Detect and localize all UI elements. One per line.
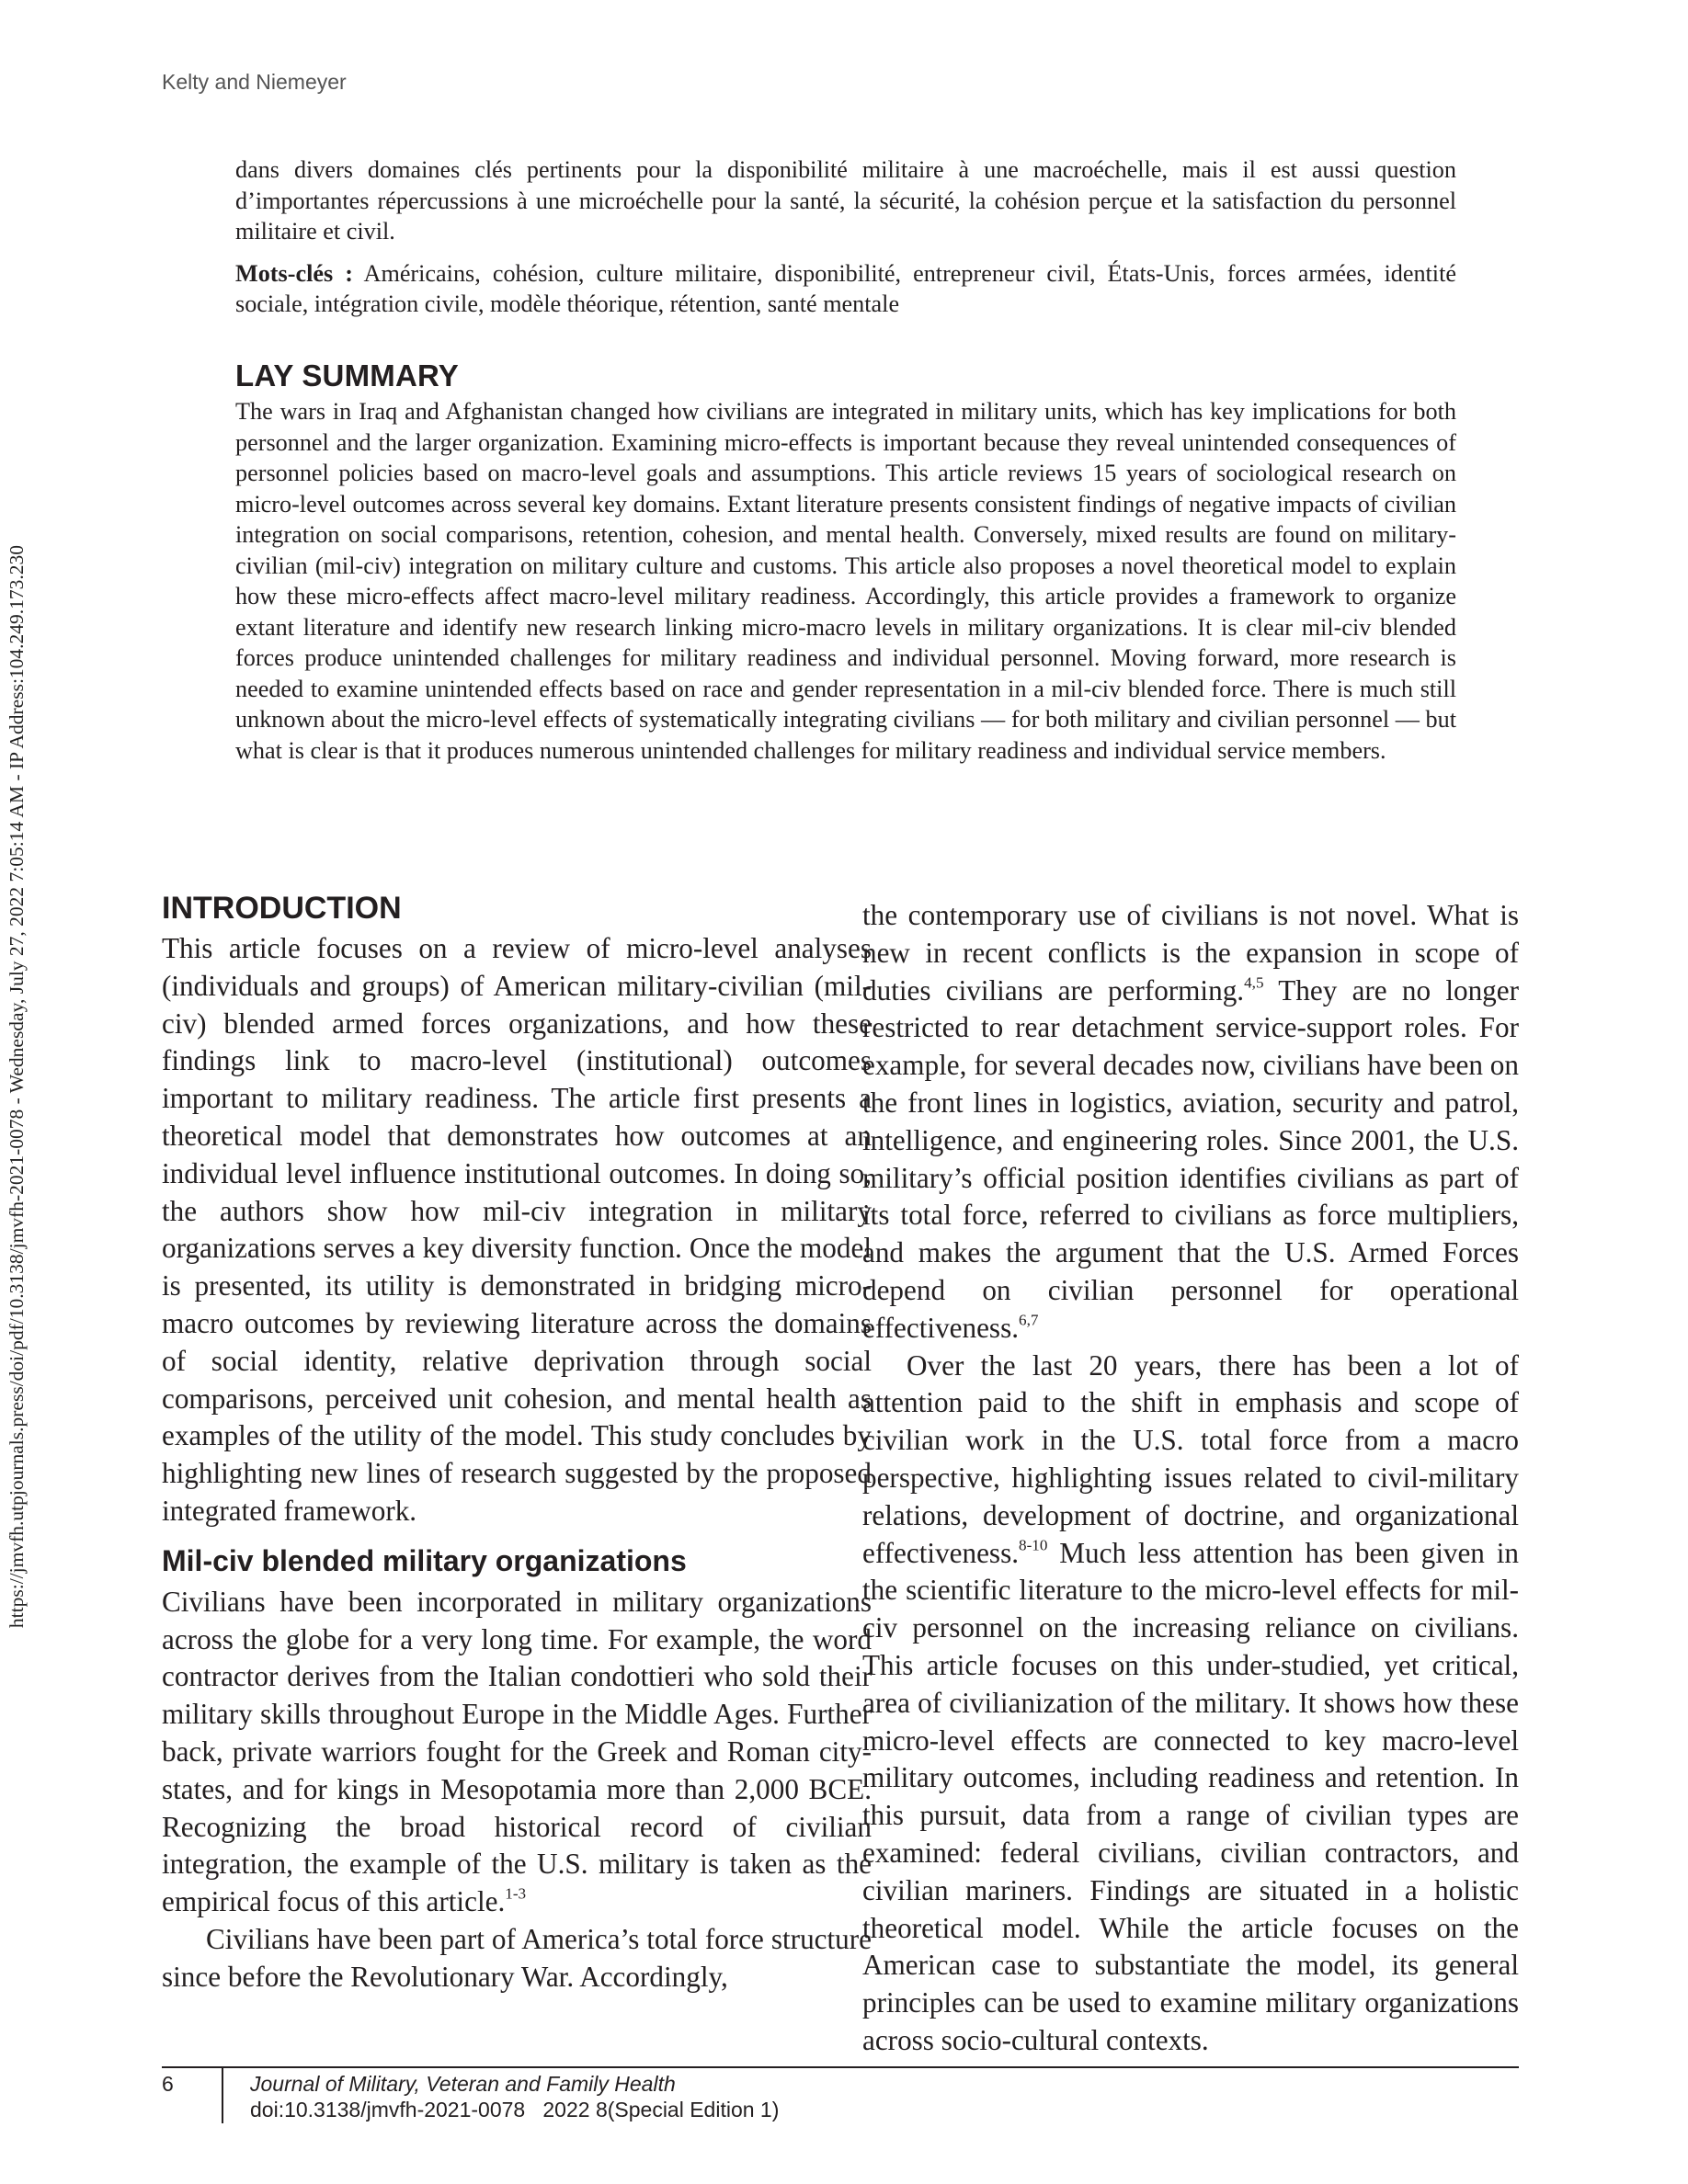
page-number: 6 [162,2072,174,2096]
keywords-list: Américains, cohésion, culture militaire, disponibilité, entrepreneur civil, États-Unis, forces armées, identité sociale, intégration civile, modèle théorique, rétention, santé mentale [235,259,1456,317]
footer-rule [162,2066,1519,2068]
left-column [162,888,872,1996]
right-column [862,897,1519,2060]
milciv-paragraph-3 [862,1348,1519,2060]
milciv-heading: Mil-civ blended military organizations [162,1543,687,1577]
side-stamp-container [0,0,33,2184]
p2-text-a: the contemporary use of civilians is not novel. What is new in recent conflicts is the expansion in scope of duties civilians are performing. [862,899,1519,1007]
footer-divider [222,2068,223,2123]
download-stamp: https://jmvfh.utpjournals.press/doi/pdf/10.3138/jmvfh-2021-0078 - Wednesday, July 27, 2022 7:05:14 AM - IP Address:104.249.173.230 [6,544,28,1629]
p3-text-b: Much less attention has been given in the scientific literature to the micro-level effects for mil-civ personnel on the increasing reliance on civilians. This article focuses on this under-studied, yet critical, area of civilianization of the military. It shows how these micro-level effects are connected to key macro-level military outcomes, including readiness and retention. In this pursuit, data from a range of civilian types are examined: federal civilians, civilian contractors, and civilian mariners. Findings are situated in a holistic theoretical model. While the article focuses on the American case to substantiate the model, its general principles can be used to examine military organizations across socio-cultural contexts. [862,1536,1519,2056]
keywords [235,258,1456,320]
milciv-paragraph-2-cont [862,897,1519,1348]
milciv-paragraph-2-start: Civilians have been part of America’s total force structure since before the Revolutionary War. Accordingly, [162,1922,872,1993]
p3-text-a: Over the last 20 years, there has been a lot of attention paid to the shift in emphasis and scope of civilian work in the U.S. total force from a macro perspective, highlighting issues related to civil-military relations, development of doctrine, and organizational effectiveness. [862,1348,1519,1569]
citation: 1-3 [505,1884,527,1903]
journal-title: Journal of Military, Veteran and Family Health [250,2072,676,2096]
abstract-french [235,154,1456,320]
milciv-paragraph-1 [162,1584,872,1921]
p2-text-b: They are no longer restricted to rear detachment service-support roles. For example, for several decades now, civilians have been on the front lines in logistics, aviation, security and patrol, intelligence, and engineering roles. Since 2001, the U.S. military’s official position identifies civilians as part of its total force, referred to civilians as force multipliers, and makes the argument that the U.S. Armed Forces depend on civilian personnel for operational effectiveness. [862,973,1519,1344]
lay-summary-text: The wars in Iraq and Afghanistan changed how civilians are integrated in military units, which has key implications for both personnel and the larger organization. Examining micro-effects is important because they reveal unintended consequences of personnel policies based on macro-level goals and assumptions. This article reviews 15 years of sociological research on micro-level outcomes across several key domains. Extant literature presents consistent findings of negative impacts of civilian integration on social comparisons, retention, cohesion, and mental health. Conversely, mixed results are found on military-civilian (mil-civ) integration on military culture and customs. This article also proposes a novel theoretical model to explain how these micro-effects affect macro-level military readiness. Accordingly, this article provides a framework to organize extant literature and identify new research linking micro-macro levels in military organizations. It is clear mil-civ blended forces produce unintended challenges for military readiness and individual personnel. Moving forward, more research is needed to examine unintended effects based on race and gender representation in a mil-civ blended force. There is much still unknown about the micro-level effects of systematically integrating civilians — for both military and civilian personnel — but what is clear is that it produces numerous unintended challenges for military readiness and individual service members. [235,398,1456,764]
introduction-paragraph: This article focuses on a review of micro-level analyses (individuals and groups) of American military-civilian (mil-civ) blended armed forces organizations, and how these findings link to macro-level (institutional) outcomes important to military readiness. The article first presents a theoretical model that demonstrates how outcomes at an individual level influence institutional outcomes. In doing so, the authors show how mil-civ integration in military organizations serves a key diversity function. Once the model is presented, its utility is demonstrated in bridging micro-macro outcomes by reviewing literature across the domains of social identity, relative deprivation through social comparisons, perceived unit cohesion, and mental health as examples of the utility of the model. This study concludes by highlighting new lines of research suggested by the proposed integrated framework. [162,932,872,1527]
keywords-label: Mots-clés : [235,259,353,287]
citation: 4,5 [1244,973,1264,991]
citation: 8-10 [1019,1535,1048,1553]
doi-line: doi:10.3138/jmvfh-2021-0078 2022 8(Special Edition 1) [250,2098,780,2121]
abstract-french-text: dans divers domaines clés pertinents pour la disponibilité militaire à une macroéchelle, mais il est aussi question d’importantes répercussions à une microéchelle pour la santé, la sécurité, la cohésion perçue et la satisfaction du personnel militaire et civil. [235,156,1456,245]
milciv-p1-text: Civilians have been incorporated in military organizations across the globe for a very long time. For example, the word contractor derives from the Italian condottieri who sold their military skills throughout Europe in the Middle Ages. Further back, private warriors fought for the Greek and Roman city-states, and for kings in Mesopotamia more than 2,000 BCE. Recognizing the broad historical record of civilian integration, the example of the U.S. military is taken as the empirical focus of this article. [162,1585,872,1918]
running-head: Kelty and Niemeyer [162,70,347,94]
lay-summary-heading: LAY SUMMARY [235,358,460,392]
introduction-heading: INTRODUCTION [162,891,402,926]
citation: 6,7 [1019,1311,1039,1329]
